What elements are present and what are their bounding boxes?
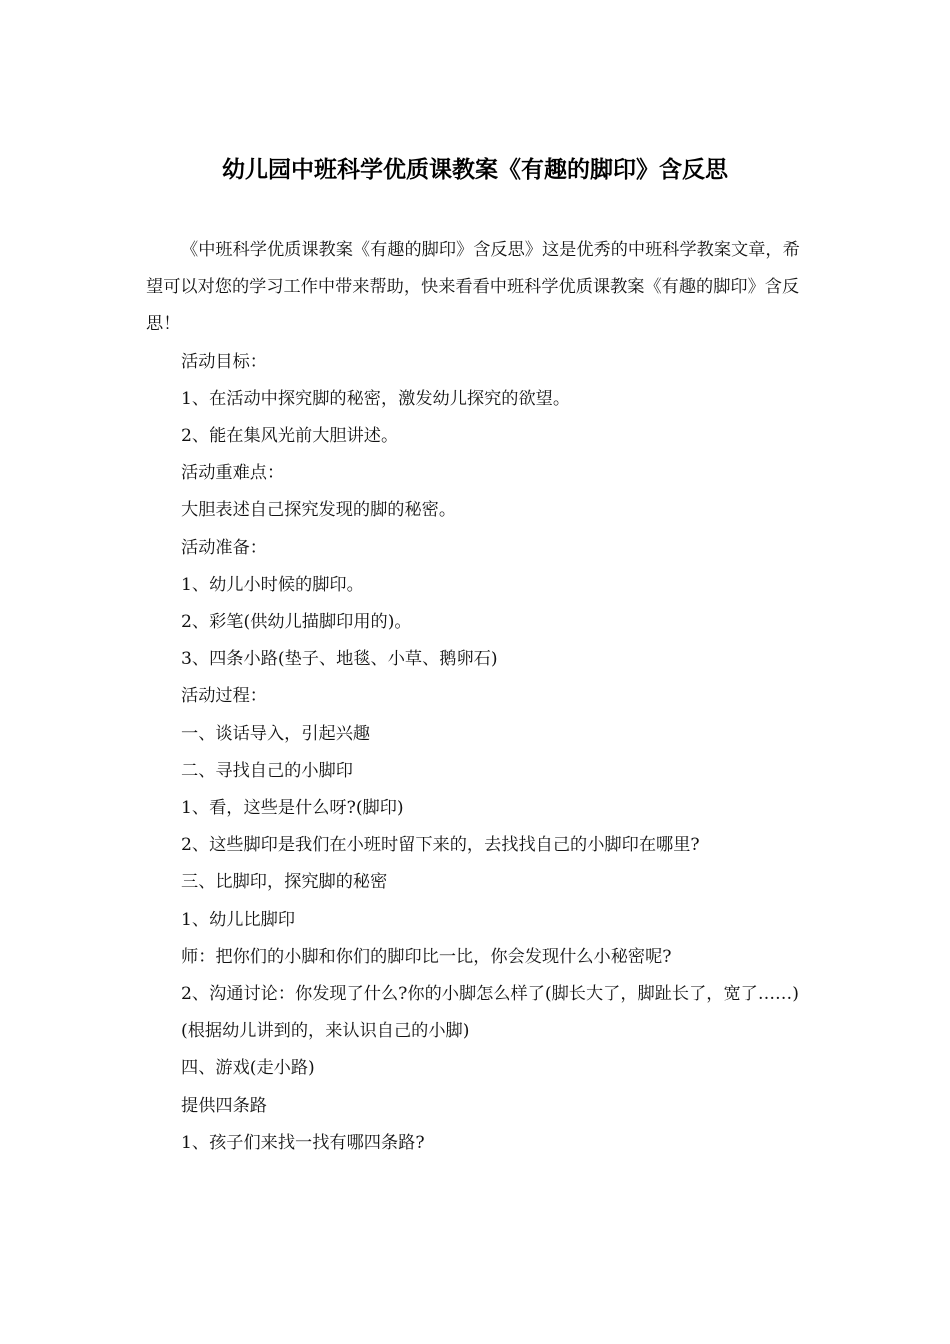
- paragraph-key-points-heading: 活动重难点：: [181, 463, 285, 484]
- paragraph-step-2-item-1: 1、看，这些是什么呀?(脚印): [181, 798, 404, 819]
- paragraph-step-4: 四、游戏(走小路): [181, 1058, 315, 1079]
- paragraph-note: (根据幼儿讲到的，来认识自己的小脚): [181, 1021, 470, 1042]
- document-body: [146, 232, 810, 1162]
- paragraph-key-point: 大胆表述自己探究发现的脚的秘密。: [181, 500, 457, 521]
- paragraph-preparation-3: 3、四条小路(垫子、地毯、小草、鹅卵石): [181, 649, 498, 670]
- document-title: 幼儿园中班科学优质课教案《有趣的脚印》含反思: [222, 157, 728, 183]
- paragraph-step-2-item-2: 2、这些脚印是我们在小班时留下来的，去找找自己的小脚印在哪里?: [181, 835, 700, 856]
- paragraph-goals-heading: 活动目标：: [181, 351, 267, 372]
- paragraph-preparation-heading: 活动准备：: [181, 537, 267, 558]
- paragraph-step-3-item-2: 2、沟通讨论：你发现了什么?你的小脚怎么样了(脚长大了，脚趾长了，宽了……): [181, 984, 799, 1005]
- paragraph-goal-2: 2、能在集风光前大胆讲述。: [181, 426, 399, 447]
- paragraph-preparation-1: 1、幼儿小时候的脚印。: [181, 574, 364, 595]
- intro-paragraph: 《中班科学优质课教案《有趣的脚印》含反思》这是优秀的中班科学教案文章，希望可以对您的学习工作中带来帮助，快来看看中班科学优质课教案《有趣的脚印》含反思！: [146, 240, 800, 335]
- paragraph-preparation-2: 2、彩笔(供幼儿描脚印用的)。: [181, 612, 412, 633]
- paragraph-step-3-item-1: 1、幼儿比脚印: [181, 909, 296, 930]
- paragraph-four-paths: 提供四条路: [181, 1095, 267, 1116]
- paragraph-step-4-item-1: 1、孩子们来找一找有哪四条路?: [181, 1132, 425, 1153]
- paragraph-step-1: 一、谈话导入，引起兴趣: [181, 723, 371, 744]
- paragraph-process-heading: 活动过程：: [181, 686, 267, 707]
- paragraph-teacher-line: 师：把你们的小脚和你们的脚印比一比，你会发现什么小秘密呢?: [181, 946, 672, 967]
- paragraph-step-2: 二、寻找自己的小脚印: [181, 760, 353, 781]
- paragraph-step-3: 三、比脚印，探究脚的秘密: [181, 872, 388, 893]
- paragraph-goal-1: 1、在活动中探究脚的秘密，激发幼儿探究的欲望。: [181, 388, 571, 409]
